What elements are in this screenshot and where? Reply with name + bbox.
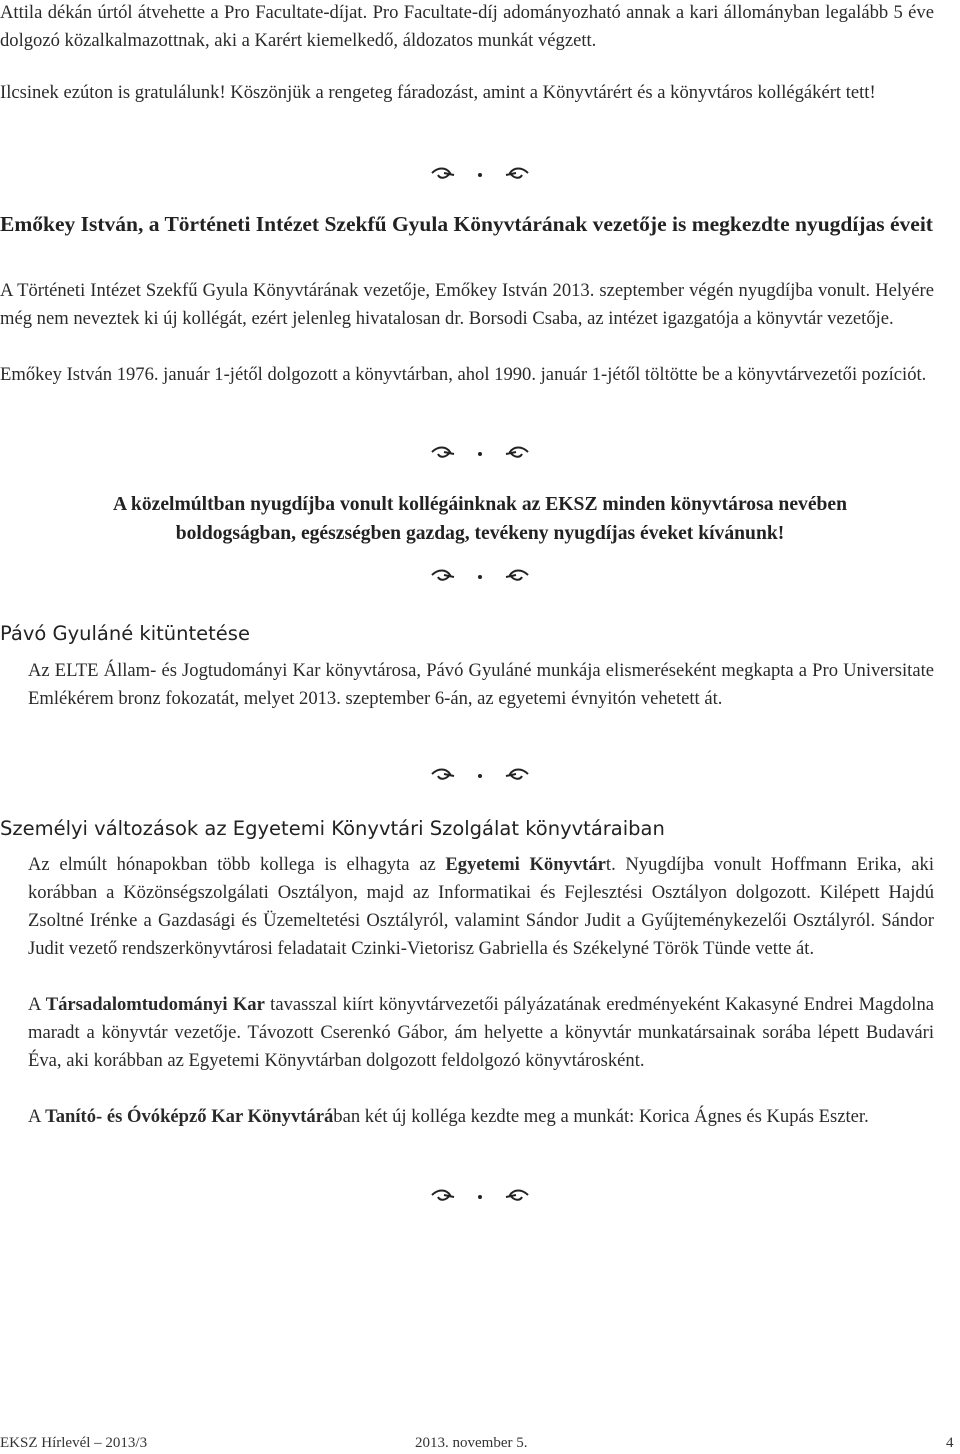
fleuron-divider-icon [430,1187,530,1207]
bold-text-run: Egyetemi Könyvtár [445,854,606,875]
pavo-paragraph: Az ELTE Állam- és Jogtudományi Kar könyvtárosa, Pávó Gyuláné munkája elismeréseként megkapta a Pro Universitate Emlékérem bronz fokozatát, melyet 2013. szeptember 6-án, az egyetemi évnyitón vehetett át. [28,660,934,709]
text-run: t. Nyugdíjba vonult Hoffmann Erika, aki korábban a Közönségszolgálati Osztályon, majd az Informatikai és Fejlesztési Osztályon dolgozott. Kilépett Hajdú Zsoltné Irénke a Gazdasági és Üzemeltetési Osztályról, valamint Sándor Judit a Gyűjteménykezelői Osztályról. Sándor Judit vezető rendszerkönyvtárosi feladatait Czinki-Vietorisz Gabriella és Székelyné Török Tünde vette át. [28,854,934,959]
text-run: A [28,1106,46,1127]
fleuron-divider-icon [430,766,530,786]
text-run: tavasszal kiírt könyvtárvezetői pályázatának eredményeként Kakasyné Endrei Magdolna maradt a könyvtár vezetője. Távozott Cserenkó Gábor, ám helyette a könyvtár munkatársainak sorába lépett Budavári Éva, aki korábban az Egyetemi Könyvtárban dolgozott feldolgozó könyvtárosként. [28,994,934,1071]
text-run: A [28,994,46,1015]
text-run: Az elmúlt hónapokban több kollega is elhagyta az [28,854,446,875]
emokey-paragraph-1: A Történeti Intézet Szekfű Gyula Könyvtárának vezetője, Emőkey István 2013. szeptember végén nyugdíjba vonult. Helyére még nem neveztek ki új kollégát, ezért jelenleg hivatalosan dr. Borsodi Csaba, az intézet igazgatója a könyvtár vezetője. [0,280,934,329]
text-run: ban két új kollégа kezdte meg a munkát: Korica Ágnes és Kupás Eszter. [333,1106,869,1127]
fleuron-divider-icon [430,444,530,464]
bold-text-run: Társadalomtudományi Kar [45,994,265,1015]
intro-paragraph-2: Ilcsinek ezúton is gratulálunk! Köszönjük a rengeteg fáradozást, amint a Könyvtárért és a könyvtáros kollégákért tett! [0,82,876,103]
emokey-paragraph-2: Emőkey István 1976. január 1-jétől dolgozott a könyvtárban, ahol 1990. január 1-jétől töltötte be a könyvtárvezetői pozíciót. [0,364,927,385]
fleuron-divider-icon [430,165,530,185]
footer-date: 2013. november 5. [415,1435,528,1451]
personnel-paragraph-2 [28,991,934,1075]
section-title-emokey: Emőkey István, a Történeti Intézet Szekfű Gyula Könyvtárának vezetője is megkezdte nyugdíjas éveit [0,212,933,236]
wish-line-2: boldogságban, egészségben gazdag, tevékeny nyugdíjas éveket kívánunk! [175,523,785,544]
bold-text-run: Tanító- és Óvóképző Kar Könyvtárá [45,1106,334,1127]
personnel-paragraph-1 [28,851,934,963]
fleuron-divider-icon [430,567,530,587]
footer-newsletter-title: EKSZ Hírlevél – 2013/3 [0,1435,148,1451]
intro-paragraph-1: Attila dékán úrtól átvehette a Pro Facultate-díjat. Pro Facultate-díj adományozható annak a kari állományban legalább 5 éve dolgozó közalkalmazottnak, aki a Karért kiemelkedő, áldozatos munkát végzett. [0,2,934,51]
wish-line-1: A közelmúltban nyugdíjba vonult kollégáinknak az EKSZ minden könyvtárosa nevében [112,494,848,515]
section-title-personnel: Személyi változások az Egyetemi Könyvtári Szolgálat könyvtáraiban [0,817,665,840]
section-title-pavo: Pávó Gyuláné kitüntetése [0,622,250,645]
footer-page-number: 4 [946,1435,954,1451]
personnel-paragraph-3 [28,1103,934,1131]
